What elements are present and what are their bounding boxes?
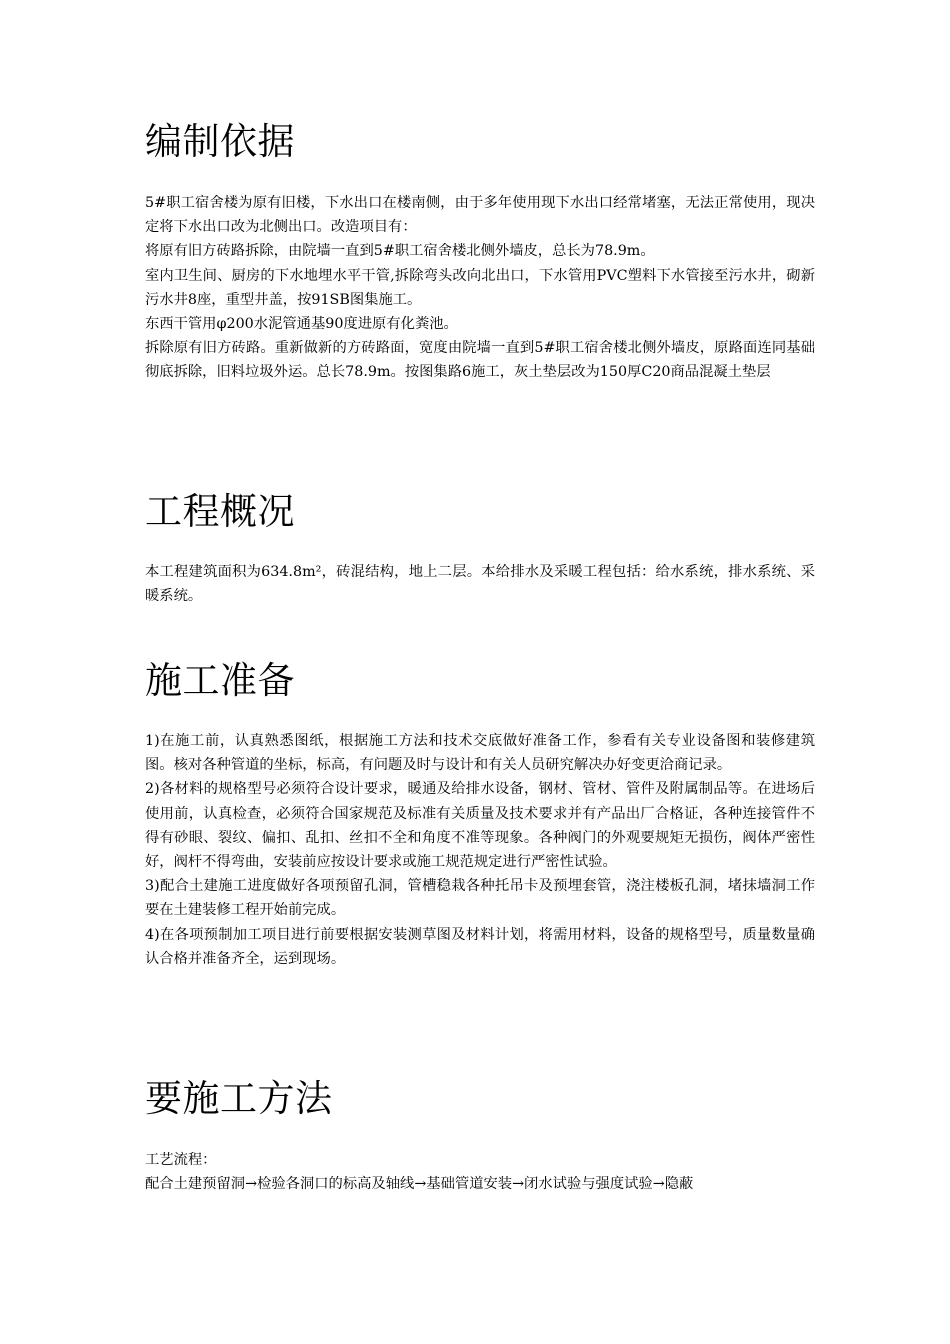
section-preparation [145, 659, 815, 703]
paragraph: 3)配合土建施工进度做好各项预留孔洞，管槽稳栽各种托吊卡及预埋套管，浇注楼板孔洞，堵抹墙洞工作要在土建装修工程开始前完成。 [145, 878, 815, 919]
paragraph: 5#职工宿舍楼为原有旧楼，下水出口在楼南侧，由于多年使用现下水出口经常堵塞，无法正常使用，现决定将下水出口改为北侧出口。改造项目有： [145, 195, 815, 236]
section-body [145, 729, 815, 971]
paragraph: 配合土建预留洞→检验各洞口的标高及轴线→基础管道安装→闭水试验与强度试验→隐蔽 [145, 1176, 694, 1193]
paragraph: 本工程建筑面积为634.8m²，砖混结构，地上二层。本给排水及采暖工程包括：给水系统，排水系统、采暖系统。 [145, 564, 815, 605]
section-heading: 编制依据 [145, 120, 295, 163]
paragraph: 2)各材料的规格型号必须符合设计要求，暖通及给排水设备，钢材、管材、管件及附属制品等。在进场后使用前，认真检查，必须符合国家规范及标准有关质量及技术要求并有产品出厂合格证，各种连接管件不得有砂眼、裂纹、偏扣、乱扣、丝扣不全和角度不准等现象。各种阀门的外观要规矩无损伤，阀体严密性好，阀杆不得弯曲，安装前应按设计要求或施工规范规定进行严密性试验。 [145, 781, 815, 871]
section-body [145, 1148, 815, 1196]
paragraph: 东西干管用φ200水泥管通基90度进原有化粪池。 [145, 316, 458, 333]
paragraph: 工艺流程： [145, 1152, 217, 1168]
paragraph: 1)在施工前，认真熟悉图纸，根据施工方法和技术交底做好准备工作，参看有关专业设备图和装修建筑图。核对各种管道的坐标，标高，有问题及时与设计和有关人员研究解决办好变更洽商记录。 [145, 733, 815, 774]
paragraph: 拆除原有旧方砖路。重新做新的方砖路面，宽度由院墙一直到5#职工宿舍楼北侧外墙皮，原路面连同基础彻底拆除，旧料垃圾外运。总长78.9m。按图集路6施工，灰土垫层改为150厚C20商品混凝土垫层 [145, 340, 815, 381]
section-body [145, 560, 815, 608]
section-heading: 施工准备 [145, 659, 295, 702]
section-body [145, 191, 815, 385]
paragraph: 4)在各项预制加工项目进行前要根据安装测草图及材料计划，将需用材料，设备的规格型号，质量数量确认合格并准备齐全，运到现场。 [145, 926, 815, 967]
section-basis [145, 120, 815, 164]
paragraph: 将原有旧方砖路拆除，由院墙一直到5#职工宿舍楼北侧外墙皮，总长为78.9m。 [145, 243, 655, 260]
paragraph: 室内卫生间、厨房的下水地埋水平干管,拆除弯头改向北出口，下水管用PVC塑料下水管接至污水井，砌新污水井8座，重型井盖，按91SB图集施工。 [145, 267, 815, 308]
section-heading: 要施工方法 [145, 1077, 333, 1120]
section-method [145, 1077, 815, 1121]
section-overview [145, 490, 815, 534]
section-heading: 工程概况 [145, 490, 295, 533]
